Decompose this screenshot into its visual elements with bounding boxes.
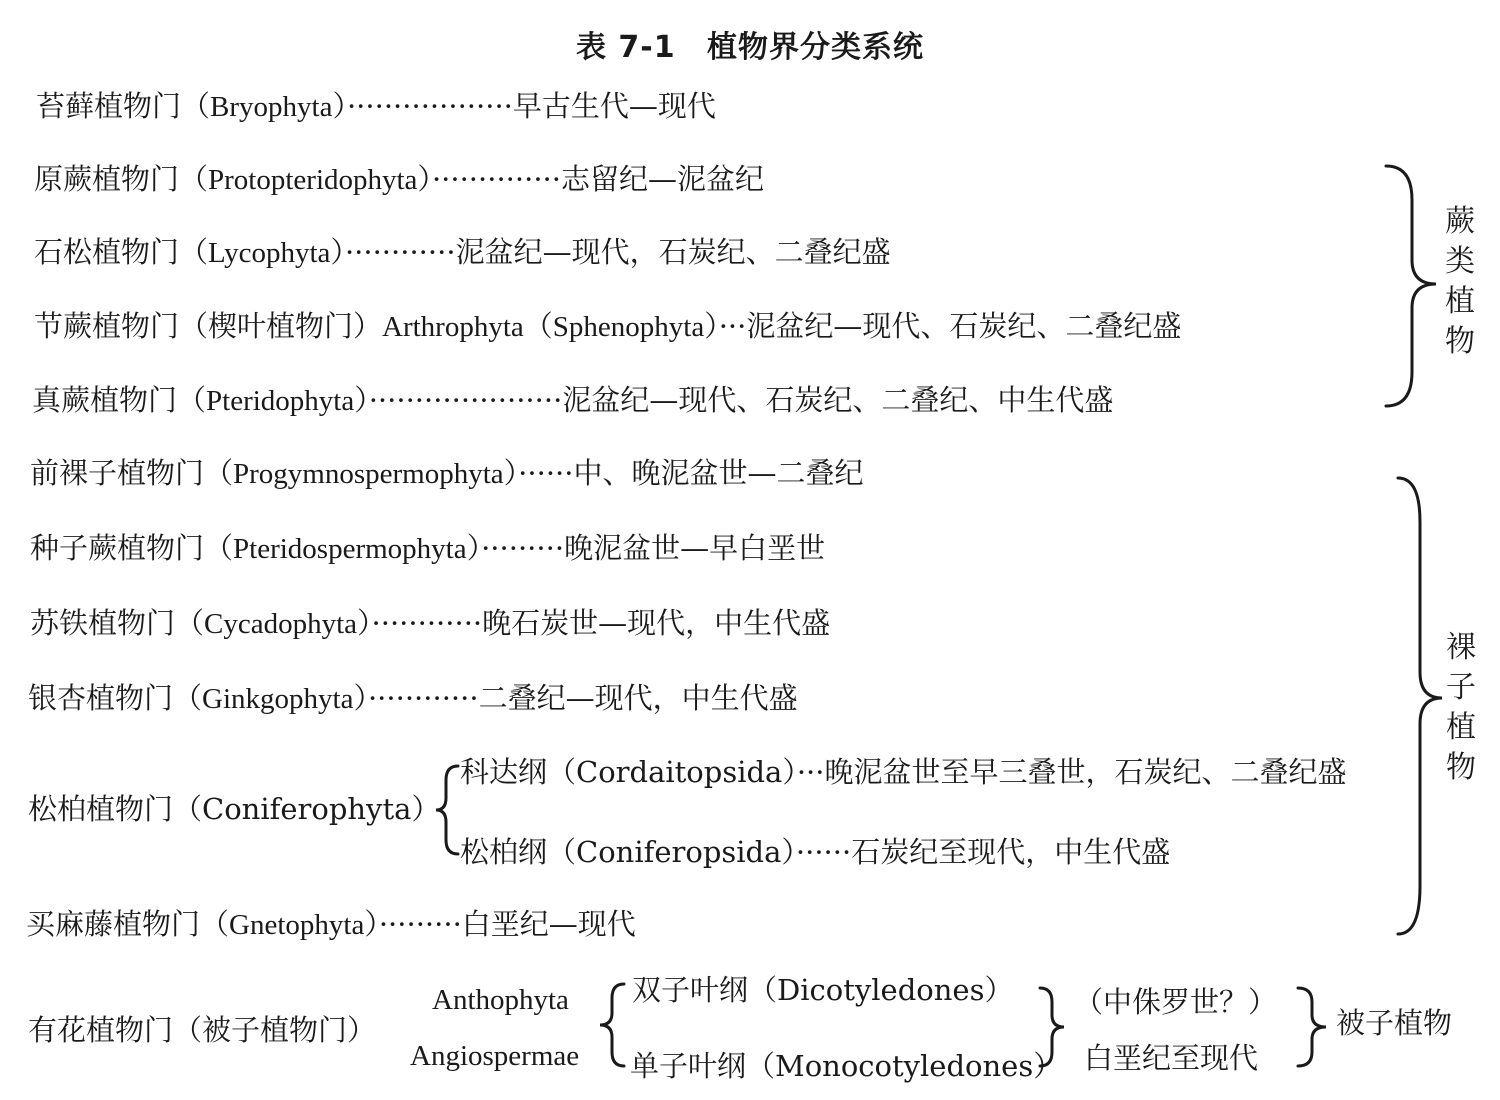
row-pteridophyta xyxy=(32,380,1113,421)
right-brace-angio-classes xyxy=(1036,984,1068,1070)
time-range: 晚泥盆世—早白垩世 xyxy=(564,531,826,565)
row-bryophyta xyxy=(36,86,716,127)
group-char: 类 xyxy=(1445,244,1475,279)
phylum-name: 银杏植物门 xyxy=(28,681,174,715)
leader-dots: ·············· xyxy=(431,162,561,196)
row-arthrophyta xyxy=(34,306,1181,347)
phylum-latin: （Cycadophyta） xyxy=(175,608,372,640)
row-ginkgophyta xyxy=(28,678,798,719)
class-name: 科达纲（Cordaitopsida） xyxy=(460,755,797,789)
range-cretaceous-present: 白垩纪至现代 xyxy=(1084,1041,1259,1075)
time-range: 泥盆纪—现代、石炭纪、二叠纪盛 xyxy=(746,309,1182,343)
time-range: 泥盆纪—现代、石炭纪、二叠纪、中生代盛 xyxy=(562,383,1114,417)
group-angiosperms: 被子植物 xyxy=(1336,1006,1453,1040)
phylum-name: 买麻藤植物门 xyxy=(26,907,201,941)
phylum-name: 种子蕨植物门 xyxy=(30,531,205,565)
group-char: 子 xyxy=(1446,670,1476,705)
leader-dots: ·················· xyxy=(346,89,513,123)
row-lycophyta xyxy=(34,232,891,273)
row-pteridospermophyta xyxy=(30,528,825,569)
leader-dots: ············ xyxy=(344,235,456,269)
leader-dots: ······ xyxy=(518,456,574,490)
row-anthophyta: 有花植物门（被子植物门） xyxy=(28,1013,377,1047)
time-range: 泥盆纪—现代，石炭纪、二叠纪盛 xyxy=(455,235,891,269)
phylum-latin: （Progymnospermophyta） xyxy=(204,458,519,490)
time-range: 中、晚泥盆世—二叠纪 xyxy=(573,456,864,490)
phylum-name: 前裸子植物门 xyxy=(30,456,205,490)
leader-dots: ········· xyxy=(378,907,462,941)
time-range: 晚泥盆世至早三叠世，石炭纪、二叠纪盛 xyxy=(824,755,1347,789)
class-dicotyledones: 双子叶纲（Dicotyledones） xyxy=(632,973,1014,1007)
left-brace-angio xyxy=(596,980,628,1070)
range-middle-jurassic: （中侏罗世？） xyxy=(1074,985,1278,1019)
row-gnetophyta xyxy=(26,904,636,945)
phylum-latin: （Pteridophyta） xyxy=(177,385,369,417)
phylum-latin: （Gnetophyta） xyxy=(200,909,379,941)
phylum-name: 苏铁植物门 xyxy=(30,606,176,640)
phylum-name: 原蕨植物门 xyxy=(34,162,180,196)
phylum-name: 石松植物门 xyxy=(34,235,180,269)
leader-dots: ············ xyxy=(371,606,483,640)
phylum-name: 苔藓植物门 xyxy=(36,89,182,123)
left-brace-conifer xyxy=(432,762,462,858)
phylum-latin: （Lycophyta） xyxy=(179,237,345,269)
table-number: 表 7-1 xyxy=(575,30,676,65)
time-range: 志留纪—泥盆纪 xyxy=(561,162,765,196)
group-char: 物 xyxy=(1445,324,1475,359)
class-coniferopsida xyxy=(460,832,1170,872)
group-char: 植 xyxy=(1445,284,1475,319)
phylum-name: 真蕨植物门 xyxy=(32,383,178,417)
table-title: 植物界分类系统 xyxy=(707,30,925,65)
latin-angiospermae: Angiospermae xyxy=(410,1040,580,1072)
group-char: 蕨 xyxy=(1445,204,1475,239)
right-brace-ferns xyxy=(1382,160,1442,412)
row-progymnospermophyta xyxy=(30,453,864,494)
time-range: 早古生代—现代 xyxy=(512,89,716,123)
row-cycadophyta xyxy=(30,603,830,644)
leader-dots: ··· xyxy=(718,309,747,343)
leader-dots: ··· xyxy=(796,755,825,789)
leader-dots: ······ xyxy=(795,835,852,869)
right-brace-angio-range xyxy=(1294,984,1330,1070)
latin-anthophyta: Anthophyta xyxy=(432,984,569,1016)
page-title xyxy=(0,22,1500,66)
phylum-latin: （Ginkgophyta） xyxy=(173,683,368,715)
group-char: 物 xyxy=(1446,750,1476,785)
group-char: 植 xyxy=(1446,710,1476,745)
group-gymnosperms xyxy=(1441,628,1481,788)
class-cordaitopsida xyxy=(460,752,1347,792)
phylum-latin: （Protopteridophyta） xyxy=(179,164,432,196)
phylum-latin: （Bryophyta） xyxy=(181,91,347,123)
time-range: 白垩纪—现代 xyxy=(461,907,636,941)
time-range: 二叠纪—现代，中生代盛 xyxy=(478,681,798,715)
time-range: 石炭纪至现代，中生代盛 xyxy=(851,835,1171,869)
phylum-name: 节蕨植物门 xyxy=(34,309,180,343)
row-coniferophyta: 松柏植物门（Coniferophyta） xyxy=(28,792,441,826)
class-name: 松柏纲（Coniferopsida） xyxy=(460,835,796,869)
group-char: 裸 xyxy=(1446,630,1476,665)
phylum-latin: （Pteridospermophyta） xyxy=(204,533,482,565)
leader-dots: ············ xyxy=(367,681,479,715)
group-ferns xyxy=(1440,202,1480,362)
row-protopteridophyta xyxy=(34,159,764,200)
leader-dots: ········· xyxy=(481,531,565,565)
phylum-latin: （楔叶植物门）Arthrophyta（Sphenophyta） xyxy=(179,311,719,343)
time-range: 晚石炭世—现代，中生代盛 xyxy=(482,606,831,640)
leader-dots: ····················· xyxy=(368,383,563,417)
class-monocotyledones: 单子叶纲（Monocotyledones） xyxy=(630,1049,1063,1083)
